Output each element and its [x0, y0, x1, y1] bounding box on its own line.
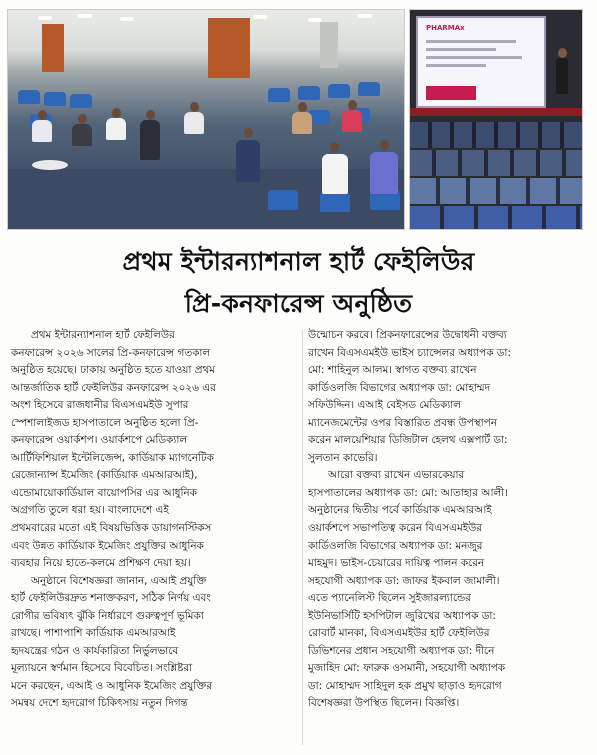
wall-panel — [320, 22, 338, 68]
seat — [328, 84, 350, 98]
sponsor-logo — [426, 86, 476, 100]
text-line: ডা: মোহাম্মদ সাহিদুল হক প্রমুখ ছাড়াও হৃদরোগ — [308, 679, 502, 692]
seat — [268, 88, 290, 102]
speaker — [556, 58, 568, 94]
ceiling-light — [78, 14, 92, 18]
conference-hall-photo — [7, 9, 405, 230]
attendee — [146, 110, 155, 120]
text-line: হৃদযন্ত্রের গঠন ও কার্যকারিতা নির্ভুলভাবে — [11, 644, 179, 657]
attendee — [236, 140, 260, 182]
attendee — [106, 118, 126, 140]
text-line: হার্ট ফেইলিউরদ্রুত শনাক্তকরণ, সঠিক নির্ণয় এবং — [11, 592, 211, 605]
text-line: এতে প্যানেলিস্ট ছিলেন সুইজারল্যান্ডের — [308, 592, 472, 605]
audience-row — [410, 150, 582, 176]
audience-row — [410, 178, 582, 204]
wall-pillar — [208, 18, 250, 78]
attendee — [380, 140, 389, 150]
text-line: অগ্রগতি তুলে ধরা হয়। বাংলাদেশে এই — [11, 504, 169, 517]
text-line: প্রথম ইন্টারন্যাশনাল হার্ট ফেইলিউর — [31, 329, 175, 341]
seat — [358, 82, 380, 96]
text-line: সহযোগী অধ্যাপক ডা: জাফর ইকবাল জামালী। — [308, 574, 500, 587]
attendee — [342, 110, 362, 132]
attendee — [190, 102, 199, 112]
attendee — [330, 142, 339, 152]
text-line: রাখেন বিএসএমইউ ভাইস চ্যান্সেলর অধ্যাপক ডা: — [308, 346, 511, 359]
attendee — [370, 152, 398, 194]
article-column-right — [308, 327, 590, 713]
ceiling-light — [38, 16, 52, 20]
text-line: মো: শাহিনুল আলম। স্বাগত বক্তব্য রাখেন — [308, 364, 477, 377]
text-line: মাহমুদ। ভাইস-চেয়ারের দায়িত্ব পালন করেন — [308, 557, 485, 570]
text-line: কার্ডিওলজি বিভাগের অধ্যাপক ডা: মোহাম্মদ — [308, 381, 490, 394]
text-line: ম্যানেজমেন্টের ওপর বিস্তারিত প্রবন্ধ উপস্থাপন — [308, 416, 497, 429]
presentation-photo — [409, 9, 583, 230]
text-line: অংশ হিসেবে রাজধানীর বিএসএমইউ সুপার — [11, 399, 189, 412]
screen-text-line — [426, 64, 486, 67]
attendee — [72, 124, 92, 146]
headline-line-2: প্রি-কনফারেন্স অনুষ্ঠিত — [184, 289, 413, 318]
text-line: কার্ডিওলজি বিভাগের অধ্যাপক ডা: মনজুর — [308, 539, 483, 552]
text-line: প্রথমবারের মতো এই বিষয়ভিত্তিক ডায়াগনস্টিকস — [11, 522, 212, 535]
article-column-left — [11, 327, 299, 713]
audience-row — [410, 122, 582, 148]
screen-text-line — [426, 40, 516, 43]
text-line: ডিভিশনের প্রধান সহযোগী অধ্যাপক ডা: দীনে — [308, 644, 495, 657]
text-line: স্পেশালাইজড হাসপাতালে অনুষ্ঠিত হলো প্রি- — [11, 416, 199, 429]
text-line: অনুষ্ঠানের দ্বিতীয় পর্বে কার্ডিয়াক এমআরআই — [308, 504, 492, 517]
attendee — [348, 100, 357, 110]
text-line: মূল্যায়নে স্বর্ণমান হিসেবে বিবেচিত। সংশ্লিষ্টরা — [11, 662, 193, 675]
seat — [320, 192, 350, 212]
text-line: মনে করছেন, এআই ও আধুনিক ইমেজিং প্রযুক্তির — [11, 679, 213, 692]
text-line: সফিউদ্দিন। এআই বেইসড মেডিক্যাল — [308, 399, 461, 412]
attendee — [292, 112, 312, 134]
text-line: করেন মালয়েশিয়ার ডিজিটাল হেলথ এক্সপার্ট ডা: — [308, 434, 508, 447]
attendee — [38, 110, 47, 120]
text-line: ইউনিভার্সিটি হসপিটাল জুরিখের অধ্যাপক ডা: — [308, 609, 496, 622]
projection-screen — [416, 16, 546, 108]
attendee — [322, 154, 348, 194]
text-line: এবং উন্নত কার্ডিয়াক ইমেজিং প্রযুক্তির আধুনিক — [11, 539, 204, 552]
seat — [18, 90, 40, 104]
text-line: এন্ডোমায়োকার্ডিয়াল বায়োপসির এর আধুনিক — [11, 486, 197, 499]
attendee — [32, 120, 52, 142]
text-line: হাসপাতালের অধ্যাপক ডা: মো: আতাহার আলী। — [308, 486, 508, 499]
round-table — [32, 160, 68, 170]
seat — [44, 92, 66, 106]
seat — [268, 190, 298, 210]
text-line: সুলতান কাভেরি। — [308, 451, 378, 464]
text-line: সমন্বয় দেশে হৃদরোগ চিকিৎসায় নতুন দিগন্ত — [11, 697, 188, 710]
attendee — [244, 128, 253, 138]
attendee — [184, 112, 204, 134]
audience-row — [410, 206, 582, 230]
text-line: আরো বক্তব্য রাখেন এভারকেয়ার — [328, 469, 465, 482]
text-line: অনুষ্ঠিত হয়েছে। ঢাকায় অনুষ্ঠিত হতে যাওয়া প্রথম — [11, 364, 215, 377]
text-line: আন্তর্জাতিক হার্ট ফেইলিউর কনফারেন্স ২০২৬ এর — [11, 381, 216, 394]
seat — [70, 94, 92, 108]
attendee — [298, 102, 307, 112]
attendee — [140, 120, 160, 160]
text-line: কনফারেন্স ২০২৬ সালের প্রি-কনফারেন্স গতকাল — [11, 346, 211, 359]
text-line: অনুষ্ঠানে বিশেষজ্ঞরা জানান, এআই প্রযুক্তি — [31, 574, 207, 587]
text-line: রাখছে। পাশাপাশি কার্ডিয়াক এমআরআই — [11, 627, 176, 640]
headline-line-1: প্রথম ইন্টারন্যাশনাল হার্ট ফেইলিউর — [122, 247, 475, 276]
text-line: মুজাহিদ মো: ফারুক ওসমানী, সহযোগী অধ্যাপক — [308, 662, 506, 675]
screen-text-line — [426, 48, 496, 51]
attendee — [112, 108, 121, 118]
seat — [298, 86, 320, 100]
text-line: বিশেষজ্ঞরা উপস্থিত ছিলেন। বিজ্ঞপ্তি। — [308, 697, 460, 710]
attendee — [78, 114, 87, 124]
ceiling-light — [120, 17, 134, 21]
text-line: আর্টিফিশিয়াল ইন্টেলিজেন্স, কার্ডিয়াক ম্যাগনেটিক — [11, 451, 214, 464]
screen-text-line — [426, 56, 522, 59]
text-line: রোবার্ট মানকা, বিএসএমইউর হার্ট ফেইলিউর — [308, 627, 490, 640]
column-divider — [302, 330, 303, 745]
text-line: রেজোন্যান্স ইমেজিং (কার্ডিয়াক এমআরআই), — [11, 469, 198, 482]
ceiling-light — [253, 15, 267, 19]
text-line: রোগীর ভবিষ্যৎ ঝুঁকি নির্ধারণে গুরুত্বপূর্ণ ভূমিকা — [11, 609, 204, 622]
speaker — [558, 48, 567, 58]
text-line: ব্যবহার নিয়ে হাতে-কলমে প্রশিক্ষণ দেয়া হয়। — [11, 557, 191, 570]
wall-pillar — [42, 24, 64, 72]
screen-title: PHARMAx — [426, 24, 465, 32]
ceiling-light — [358, 14, 372, 18]
stage — [410, 108, 582, 116]
text-line: কনফারেন্স ওয়ার্কশপ। ওয়ার্কশপে মেডিক্যাল — [11, 434, 188, 447]
text-line: উন্মোচন করবে। প্রিকনফারেন্সের উদ্বোধনী বক্তব্য — [308, 329, 507, 341]
text-line: ওয়ার্কশপে সভাপতিত্ব করেন বিএসএমইউর — [308, 522, 482, 535]
